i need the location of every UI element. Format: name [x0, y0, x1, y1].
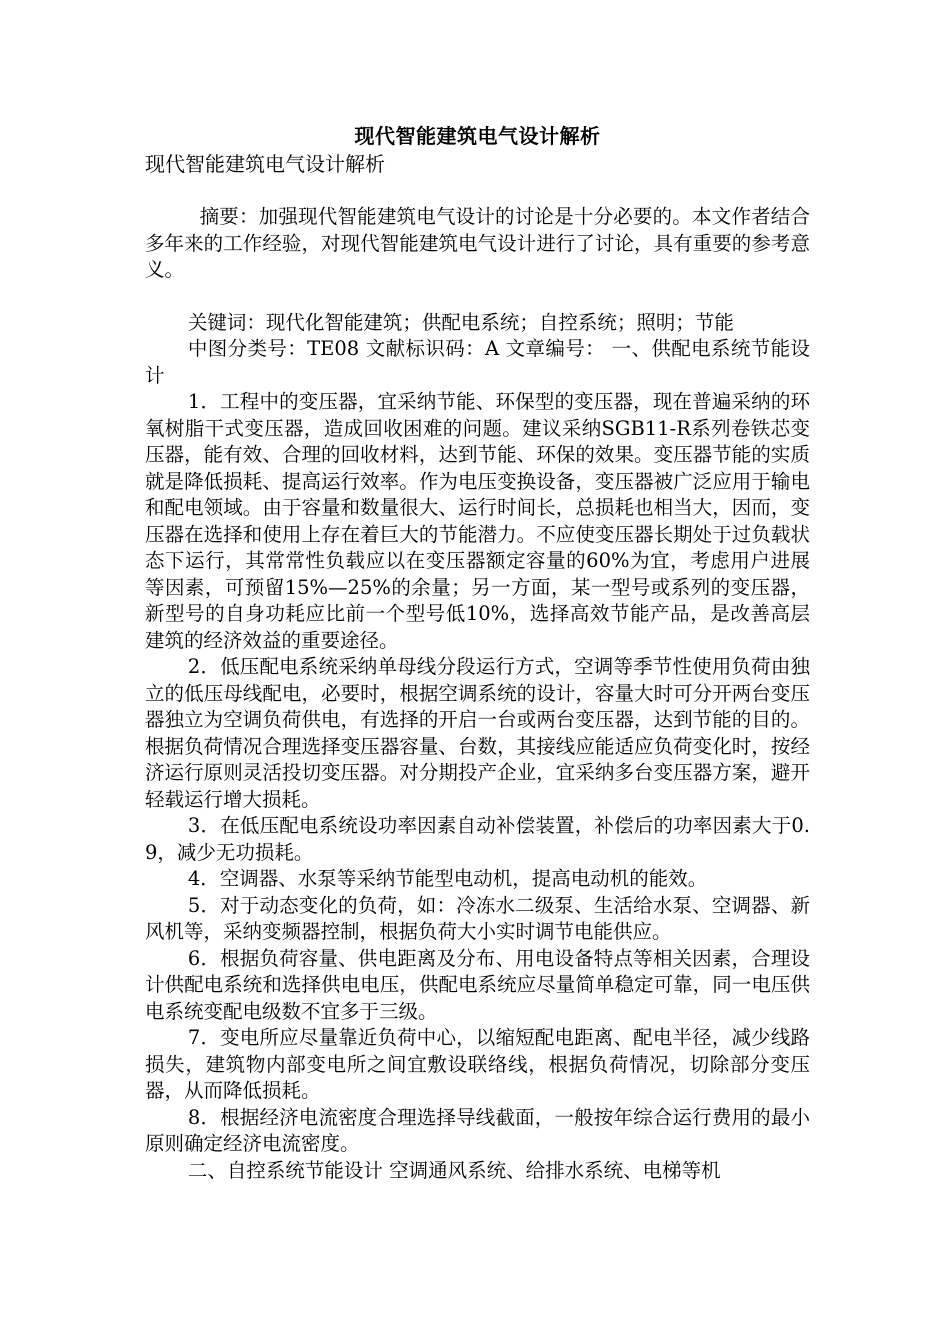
- blank-line: [145, 178, 810, 204]
- body-paragraph-5: 5．对于动态变化的负荷，如：冷冻水二级泵、生活给水泵、空调器、新风机等，采纳变频器控制，根据负荷大小实时调节电能供应。: [145, 893, 810, 943]
- document-body: [145, 122, 810, 1184]
- keywords-paragraph: 关键词：现代化智能建筑；供配电系统；自控系统；照明；节能: [187, 310, 734, 334]
- abstract-paragraph: 摘要：加强现代智能建筑电气设计的讨论是十分必要的。本文作者结合多年来的工作经验，对现代智能建筑电气设计进行了讨论，具有重要的参考意义。: [145, 205, 810, 281]
- body-paragraph-7: 7．变电所应尽量靠近负荷中心，以缩短配电距离、配电半径，减少线路损失，建筑物内部变电所之间宜敷设联络线，根据负荷情况，切除部分变压器，从而降低损耗。: [145, 1026, 810, 1102]
- body-paragraph-2: 2．低压配电系统采纳单母线分段运行方式，空调等季节性使用负荷由独立的低压母线配电，必要时，根据空调系统的设计，容量大时可分开两台变压器独立为空调负荷供电，有选择的开启一台或两台变压器，达到节能的目的。根据负荷情况合理选择变压器容量、台数，其接线应能适应负荷变化时，按经济运行原则灵活投切变压器。对分期投产企业，宜采纳多台变压器方案，避开轻载运行增大损耗。: [145, 655, 810, 811]
- body-paragraph-1: 1．工程中的变压器，宜采纳节能、环保型的变压器，现在普遍采纳的环氧树脂干式变压器，造成回收困难的问题。建议采纳SGB11-R系列卷铁芯变压器，能有效、合理的回收材料，达到节能、环保的效果。变压器节能的实质就是降低损耗、提高运行效率。作为电压变换设备，变压器被广泛应用于输电和配电领域。由于容量和数量很大、运行时间长，总损耗也相当大，因而，变压器在选择和使用上存在着巨大的节能潜力。不应使变压器长期处于过负载状态下运行，其常常性负载应以在变压器额定容量的60%为宜，考虑用户进展等因素，可预留15%—25%的余量；另一方面，某一型号或系列的变压器，新型号的自身功耗应比前一个型号低10%，选择高效节能产品，是改善高层建筑的经济效益的重要途径。: [145, 390, 810, 652]
- body-paragraph-3: 3．在低压配电系统设功率因素自动补偿装置，补偿后的功率因素大于0.9，减少无功损耗。: [145, 814, 810, 864]
- body-paragraph-4: 4．空调器、水泵等采纳节能型电动机，提高电动机的能效。: [187, 867, 708, 890]
- section-heading-paragraph: 二、自控系统节能设计 空调通风系统、给排水系统、电梯等机: [187, 1158, 721, 1182]
- classification-paragraph: 中图分类号：TE08 文献标识码：A 文章编号： 一、供配电系统节能设计: [145, 337, 810, 387]
- document-subtitle: 现代智能建筑电气设计解析: [145, 152, 385, 176]
- body-paragraph-8: 8．根据经济电流密度合理选择导线截面，一般按年综合运行费用的最小原则确定经济电流密度。: [145, 1105, 810, 1155]
- blank-line: [145, 284, 810, 310]
- document-title: 现代智能建筑电气设计解析: [354, 124, 601, 148]
- body-paragraph-6: 6．根据负荷容量、供电距离及分布、用电设备特点等相关因素，合理设计供配电系统和选择供电电压，供配电系统应尽量简单稳定可靠，同一电压供电系统变配电级数不宜多于三级。: [145, 946, 810, 1023]
